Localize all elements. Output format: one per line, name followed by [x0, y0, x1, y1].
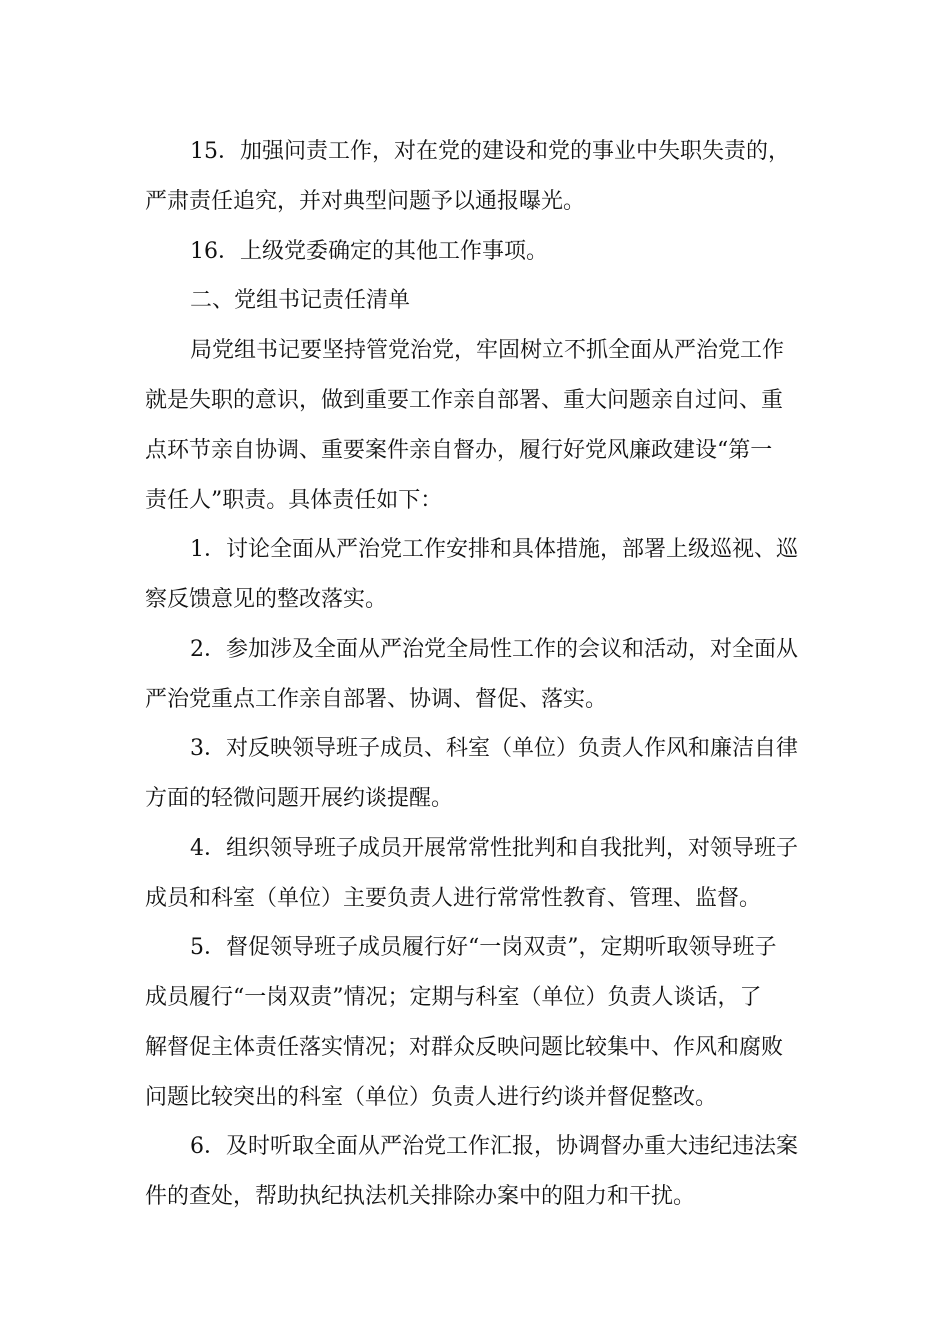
paragraph-line: 2．参加涉及全面从严治党全局性工作的会议和活动，对全面从: [190, 637, 798, 662]
paragraph-line: 点环节亲自协调、重要案件亲自督办，履行好党风廉政建设“第一: [145, 438, 773, 463]
paragraph-line: 察反馈意见的整改落实。: [145, 587, 388, 612]
section-heading: 二、党组书记责任清单: [190, 288, 411, 313]
paragraph-line: 责任人”职责。具体责任如下：: [145, 488, 443, 513]
paragraph-line: 16．上级党委确定的其他工作事项。: [190, 239, 548, 264]
paragraph-line: 解督促主体责任落实情况；对群众反映问题比较集中、作风和腐败: [145, 1035, 784, 1060]
paragraph-line: 1．讨论全面从严治党工作安排和具体措施，部署上级巡视、巡: [190, 537, 798, 562]
paragraph-line: 件的查处，帮助执纪执法机关排除办案中的阻力和干扰。: [145, 1184, 696, 1209]
paragraph-line: 问题比较突出的科室（单位）负责人进行约谈并督促整改。: [145, 1085, 718, 1110]
paragraph-line: 4．组织领导班子成员开展常常性批判和自我批判，对领导班子: [190, 836, 798, 861]
paragraph-line: 就是失职的意识，做到重要工作亲自部署、重大问题亲自过问、重: [145, 388, 784, 413]
paragraph-line: 成员履行“一岗双责”情况；定期与科室（单位）负责人谈话，了: [145, 985, 762, 1010]
paragraph-line: 局党组书记要坚持管党治党，牢固树立不抓全面从严治党工作: [190, 338, 785, 363]
paragraph-line: 6．及时听取全面从严治党工作汇报，协调督办重大违纪违法案: [190, 1134, 798, 1159]
paragraph-line: 3．对反映领导班子成员、科室（单位）负责人作风和廉洁自律: [190, 736, 798, 761]
paragraph-line: 严肃责任追究，并对典型问题予以通报曝光。: [145, 189, 586, 214]
paragraph-line: 成员和科室（单位）主要负责人进行常常性教育、管理、监督。: [145, 886, 762, 911]
paragraph-line: 5．督促领导班子成员履行好“一岗双责”，定期听取领导班子: [190, 935, 777, 960]
paragraph-line: 严治党重点工作亲自部署、协调、督促、落实。: [145, 687, 608, 712]
paragraph-line: 方面的轻微问题开展约谈提醒。: [145, 786, 454, 811]
paragraph-line: 15．加强问责工作，对在党的建设和党的事业中失职失责的，: [190, 139, 790, 164]
